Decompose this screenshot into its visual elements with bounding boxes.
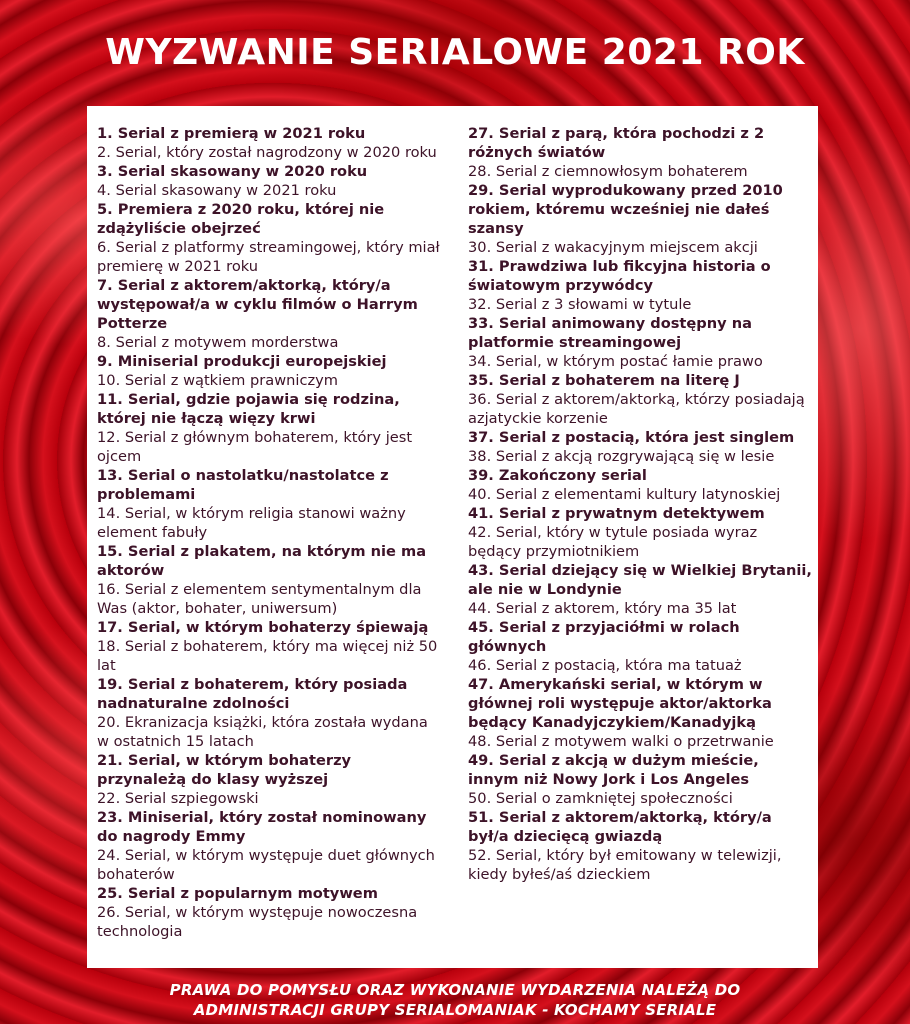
list-item: 7. Serial z aktorem/aktorką, który/a występował/a w cyklu filmów o Harrym Potterze — [97, 277, 418, 332]
challenge-list-panel — [87, 106, 818, 968]
list-item: 1. Serial z premierą w 2021 roku — [97, 125, 366, 142]
list-item: 25. Serial z popularnym motywem — [97, 885, 378, 902]
list-item: 14. Serial, w którym religia stanowi ważny element fabuły — [97, 505, 406, 541]
footer-line-1: PRAWA DO POMYSŁU ORAZ WYKONANIE WYDARZENIA NALEŻĄ DO — [169, 981, 741, 999]
list-item: 38. Serial z akcją rozgrywającą się w lesie — [468, 448, 775, 465]
list-item: 16. Serial z elementem sentymentalnym dla Was (aktor, bohater, uniwersum) — [97, 581, 422, 617]
list-item: 32. Serial z 3 słowami w tytule — [468, 296, 692, 313]
list-item: 52. Serial, który był emitowany w telewizji, kiedy byłeś/aś dzieckiem — [468, 847, 782, 883]
footer-line-2: ADMINISTRACJI GRUPY SERIALOMANIAK - KOCHAMY SERIALE — [193, 1001, 717, 1019]
list-item: 27. Serial z parą, która pochodzi z 2 różnych światów — [468, 125, 765, 161]
list-item: 39. Zakończony serial — [468, 467, 647, 484]
list-item: 30. Serial z wakacyjnym miejscem akcji — [468, 239, 758, 256]
challenge-list-left — [97, 124, 442, 941]
footer-credits — [0, 980, 910, 1020]
list-item: 10. Serial z wątkiem prawniczym — [97, 372, 339, 389]
list-item: 3. Serial skasowany w 2020 roku — [97, 163, 368, 180]
list-item: 44. Serial z aktorem, który ma 35 lat — [468, 600, 737, 617]
list-item: 24. Serial, w którym występuje duet głównych bohaterów — [97, 847, 435, 883]
list-item: 42. Serial, który w tytule posiada wyraz będący przymiotnikiem — [468, 524, 758, 560]
list-item: 35. Serial z bohaterem na literę J — [468, 372, 740, 389]
list-item: 36. Serial z aktorem/aktorką, którzy posiadają azjatyckie korzenie — [468, 391, 805, 427]
list-item: 46. Serial z postacią, która ma tatuaż — [468, 657, 742, 674]
list-item: 33. Serial animowany dostępny na platformie streamingowej — [468, 315, 752, 351]
list-item: 23. Miniserial, który został nominowany do nagrody Emmy — [97, 809, 427, 845]
list-item: 43. Serial dziejący się w Wielkiej Brytanii, ale nie w Londynie — [468, 562, 812, 598]
list-item: 49. Serial z akcją w dużym mieście, innym niż Nowy Jork i Los Angeles — [468, 752, 759, 788]
list-item: 4. Serial skasowany w 2021 roku — [97, 182, 337, 199]
list-item: 29. Serial wyprodukowany przed 2010 rokiem, któremu wcześniej nie dałeś szansy — [468, 182, 783, 237]
list-item: 6. Serial z platformy streamingowej, który miał premierę w 2021 roku — [97, 239, 440, 275]
list-item: 18. Serial z bohaterem, który ma więcej niż 50 lat — [97, 638, 438, 674]
list-item: 26. Serial, w którym występuje nowoczesna technologia — [97, 904, 418, 940]
list-item: 48. Serial z motywem walki o przetrwanie — [468, 733, 774, 750]
list-item: 8. Serial z motywem morderstwa — [97, 334, 339, 351]
list-item: 51. Serial z aktorem/aktorką, który/a był/a dziecięcą gwiazdą — [468, 809, 772, 845]
list-item: 15. Serial z plakatem, na którym nie ma aktorów — [97, 543, 427, 579]
list-item: 22. Serial szpiegowski — [97, 790, 259, 807]
list-item: 12. Serial z głównym bohaterem, który jest ojcem — [97, 429, 413, 465]
list-item: 45. Serial z przyjaciółmi w rolach głównych — [468, 619, 740, 655]
list-item: 5. Premiera z 2020 roku, której nie zdążyliście obejrzeć — [97, 201, 385, 237]
list-item: 2. Serial, który został nagrodzony w 2020 roku — [97, 144, 437, 161]
page-title: WYZWANIE SERIALOWE 2021 ROK — [105, 32, 805, 73]
list-item: 37. Serial z postacią, która jest singlem — [468, 429, 795, 446]
list-item: 40. Serial z elementami kultury latynoskiej — [468, 486, 781, 503]
list-item: 13. Serial o nastolatku/nastolatce z problemami — [97, 467, 389, 503]
list-item: 19. Serial z bohaterem, który posiada nadnaturalne zdolności — [97, 676, 408, 712]
list-item: 47. Amerykański serial, w którym w głównej roli występuje aktor/aktorka będący Kanadyjczykiem/Kanadyjką — [468, 676, 772, 731]
list-item: 21. Serial, w którym bohaterzy przynależą do klasy wyższej — [97, 752, 352, 788]
list-item: 28. Serial z ciemnowłosym bohaterem — [468, 163, 748, 180]
challenge-list-right — [468, 124, 813, 884]
list-item: 20. Ekranizacja książki, która została wydana w ostatnich 15 latach — [97, 714, 428, 750]
list-item: 17. Serial, w którym bohaterzy śpiewają — [97, 619, 429, 636]
list-item: 31. Prawdziwa lub fikcyjna historia o światowym przywódcy — [468, 258, 771, 294]
list-item: 50. Serial o zamkniętej społeczności — [468, 790, 733, 807]
list-item: 11. Serial, gdzie pojawia się rodzina, której nie łączą więzy krwi — [97, 391, 400, 427]
list-item: 9. Miniserial produkcji europejskiej — [97, 353, 387, 370]
list-item: 41. Serial z prywatnym detektywem — [468, 505, 765, 522]
list-item: 34. Serial, w którym postać łamie prawo — [468, 353, 763, 370]
